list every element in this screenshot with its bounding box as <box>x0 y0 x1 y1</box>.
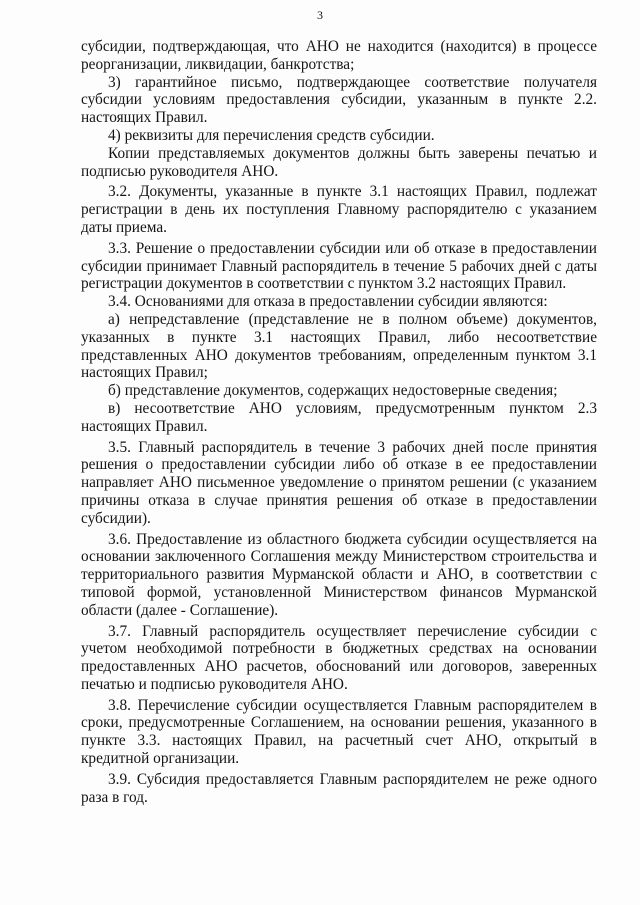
paragraph-3-5: 3.5. Главный распорядитель в течение 3 рабочих дней после принятия решения о предоставлении субсидии либо об отказе в ее предоставлении направляет АНО письменное уведомление о принятом решении (с указанием причины отказа в случае принятия решения об отказе в предоставлении субсидии). <box>81 438 597 527</box>
paragraph-3-6: 3.6. Предоставление из областного бюджета субсидии осуществляется на основании заключенного Соглашения между Министерством строительства и территориального развития Мурманской области и АНО, в соответствии с типовой формой, установленной Министерством финансов Мурманской области (далее - Соглашение). <box>81 530 597 619</box>
paragraph-continuation: субсидии, подтверждающая, что АНО не находится (находится) в процессе реорганизации, ликвидации, банкротства; <box>81 38 597 73</box>
page-number: 3 <box>317 8 323 22</box>
paragraph-item-4: 4) реквизиты для перечисления средств субсидии. <box>108 126 435 144</box>
paragraph-3-4-a: а) непредставление (представление не в полном объеме) документов, указанных в пункте 3.1 настоящих Правил, либо несоответствие представленных АНО документов требованиям, определенным пунктом 3.1 настоящих Правил; <box>81 310 597 382</box>
paragraph-3-4: 3.4. Основаниями для отказа в предоставлении субсидии являются: <box>108 293 548 311</box>
document-body <box>81 38 597 806</box>
paragraph-copies-note: Копии представляемых документов должны быть заверены печатью и подписью руководителя АНО. <box>81 144 597 180</box>
paragraph-3-4-c: в) несоответствие АНО условиям, предусмотренным пунктом 2.3 настоящих Правил. <box>81 399 597 435</box>
paragraph-3-9: 3.9. Субсидия предоставляется Главным распорядителем не реже одного раза в год. <box>81 770 597 806</box>
paragraph-3-2: 3.2. Документы, указанные в пункте 3.1 настоящих Правил, подлежат регистрации в день их поступления Главному распорядителю с указанием даты приема. <box>81 183 597 236</box>
paragraph-item-3: 3) гарантийное письмо, подтверждающее соответствие получателя субсидии условиям предоставления субсидии, указанным в пункте 2.2. настоящих Правил. <box>81 73 597 127</box>
paragraph-3-8: 3.8. Перечисление субсидии осуществляется Главным распорядителем в сроки, предусмотренные Соглашением, на основании решения, указанного в пункте 3.3. настоящих Правил, на расчетный счет АНО, открытый в кредитной организации. <box>81 696 597 768</box>
paragraph-3-4-b: б) представление документов, содержащих недостоверные сведения; <box>108 382 558 400</box>
paragraph-3-7: 3.7. Главный распорядитель осуществляет перечисление субсидии с учетом необходимой потребности в бюджетных средствах на основании предоставленных АНО расчетов, обоснований или договоров, заверенных печатью и подписью руководителя АНО. <box>81 622 597 693</box>
paragraph-3-3: 3.3. Решение о предоставлении субсидии или об отказе в предоставлении субсидии принимает Главный распорядитель в течение 5 рабочих дней с даты регистрации документов в соответствии с пунктом 3.2 настоящих Правил. <box>81 239 597 293</box>
